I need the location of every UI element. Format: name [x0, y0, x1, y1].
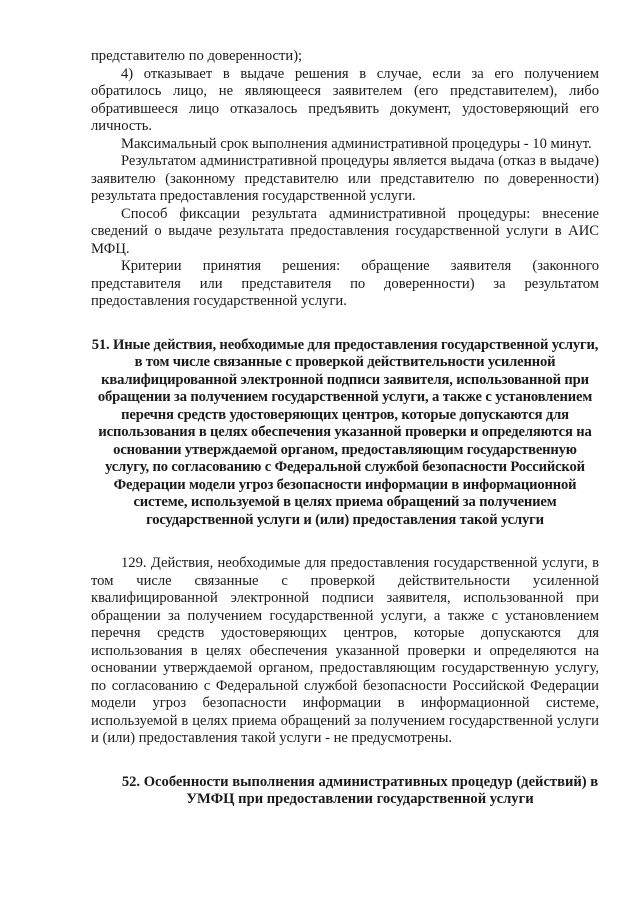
spacer: [91, 529, 599, 555]
paragraph-criteria: Критерии принятия решения: обращение заявителя (законного представителя или представителя по доверенности) за результатом предоставления государственной услуги.: [91, 258, 599, 309]
paragraph-item-4: 4) отказывает в выдаче решения в случае, если за его получением обратилось лицо, не являющееся заявителем (его представителем), либо обратившееся лицо отказалось предъявить документ, удостоверяющий его личность.: [91, 65, 599, 134]
section-heading-52: 52. Особенности выполнения административных процедур (действий) в УМФЦ при предоставлении государственной услуги: [121, 773, 599, 807]
paragraph-fixation-method: Способ фиксации результата административной процедуры: внесение сведений о выдаче результата предоставления государственной услуги в АИС МФЦ.: [91, 205, 599, 257]
spacer: [91, 311, 599, 337]
section-heading-51: 51. Иные действия, необходимые для предоставления государственной услуги, в том числе связанные с проверкой действительности усиленной квалифицированной электронной подписи заявителя, использованной при обращении за получением государственной услуги, а также с установлением перечня средств удостоверяющих центров, которые допускаются для использования в целях обеспечения указанной проверки и определяются на основании утверждаемой органом, предоставляющим государственную услугу, по согласованию с Федеральной службой безопасности Российской Федерации модели угроз безопасности информации в информационной системе, используемой в целях приема обращений за получением государственной услуги и (или) предоставления такой услуги: [91, 336, 599, 528]
spacer: [91, 748, 599, 774]
paragraph-continuation: представителю по доверенности);: [91, 48, 303, 64]
paragraph-result: Результатом административной процедуры является выдача (отказ в выдаче) заявителю (законному представителю или представителю по доверенности) результата предоставления государственной услуги.: [91, 153, 599, 204]
paragraph-max-duration: Максимальный срок выполнения административной процедуры - 10 минут.: [121, 135, 592, 152]
paragraph-129: 129. Действия, необходимые для предоставления государственной услуги, в том числе связанные с проверкой действительности усиленной квалифицированной электронной подписи заявителя, использованной при обращении за получением государственной услуги, а также с установлением перечня средств удостоверяющих центров, которые допускаются для использования в целях обеспечения указанной проверки и определяются на основании утверждаемой органом, предоставляющим государственную услугу, по согласованию с Федеральной службой безопасности Российской Федерации модели угроз безопасности информации в информационной системе, используемой в целях приема обращений за получением государственной услуги и (или) предоставления такой услуги - не предусмотрены.: [91, 555, 599, 746]
